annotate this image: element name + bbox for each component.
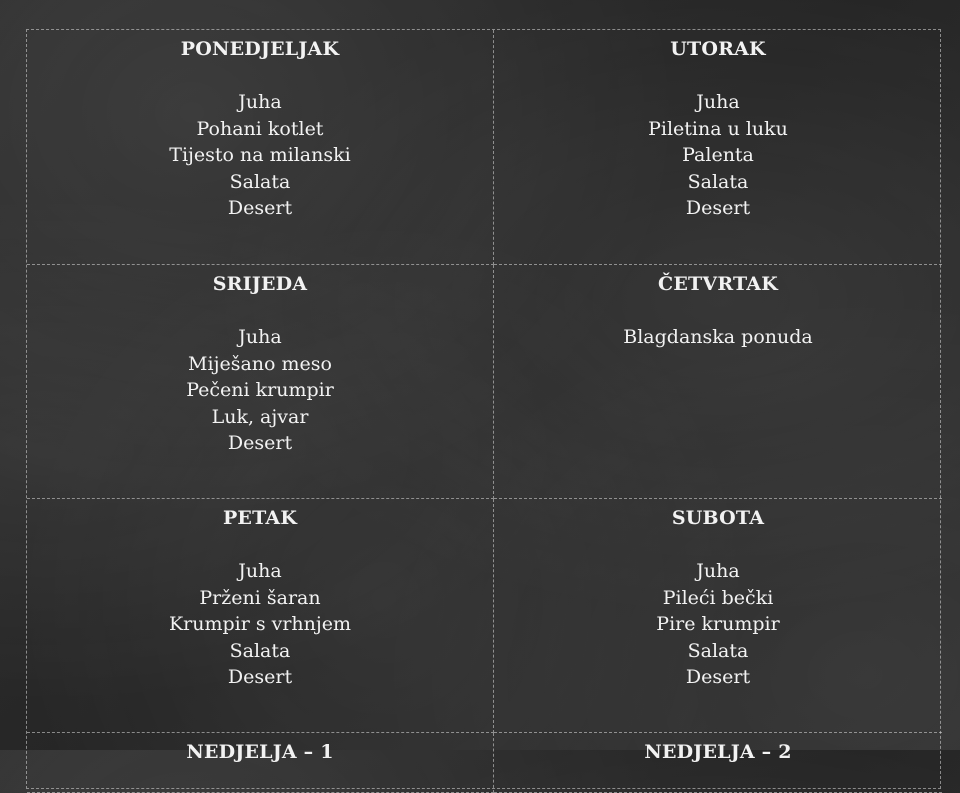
day-cell-wednesday bbox=[27, 265, 494, 499]
menu-item: Desert bbox=[685, 666, 751, 688]
menu-item: Miješano meso bbox=[188, 352, 332, 375]
menu-item: Pečeni krumpir bbox=[186, 379, 334, 401]
menu-item: Tijesto na milanski bbox=[169, 144, 351, 166]
day-title: PONEDJELJAK bbox=[180, 38, 340, 60]
weekly-menu-board bbox=[26, 29, 941, 789]
day-title: UTORAK bbox=[670, 38, 766, 60]
menu-items bbox=[494, 324, 942, 351]
day-title: SRIJEDA bbox=[212, 273, 308, 295]
menu-items bbox=[494, 89, 942, 222]
menu-item: Pire krumpir bbox=[656, 613, 780, 635]
day-title: SUBOTA bbox=[671, 507, 765, 529]
menu-item: Blagdanska ponuda bbox=[623, 326, 813, 348]
menu-item: Pohani kotlet bbox=[196, 117, 324, 140]
day-cell-tuesday bbox=[494, 30, 942, 265]
day-title: ČETVRTAK bbox=[658, 273, 778, 295]
menu-items bbox=[27, 324, 493, 457]
menu-item: Piletina u luku bbox=[648, 117, 788, 140]
menu-item: Krumpir s vrhnjem bbox=[168, 613, 352, 635]
day-cell-monday bbox=[27, 30, 494, 265]
menu-item: Salata bbox=[687, 170, 749, 193]
menu-item: Palenta bbox=[682, 144, 754, 166]
menu-item: Salata bbox=[229, 170, 291, 193]
day-title: NEDJELJA – 2 bbox=[644, 741, 792, 763]
day-cell-saturday bbox=[494, 499, 942, 733]
menu-item: Desert bbox=[227, 666, 293, 688]
menu-item: Desert bbox=[227, 432, 293, 454]
day-title: NEDJELJA – 1 bbox=[186, 741, 334, 763]
day-cell-friday bbox=[27, 499, 494, 733]
menu-item: Salata bbox=[229, 639, 291, 662]
menu-item: Desert bbox=[685, 197, 751, 219]
day-cell-sunday-1 bbox=[27, 733, 494, 793]
day-title: PETAK bbox=[222, 507, 298, 529]
menu-item: Prženi šaran bbox=[199, 586, 321, 609]
menu-item: Juha bbox=[696, 560, 740, 582]
menu-item: Pileći bečki bbox=[662, 586, 774, 609]
menu-items bbox=[27, 89, 493, 222]
menu-item: Juha bbox=[238, 560, 282, 582]
menu-item: Desert bbox=[227, 197, 293, 219]
menu-item: Juha bbox=[238, 91, 282, 113]
menu-item: Juha bbox=[696, 91, 740, 113]
menu-item: Salata bbox=[687, 639, 749, 662]
menu-item: Luk, ajvar bbox=[211, 405, 309, 428]
day-cell-sunday-2 bbox=[494, 733, 942, 793]
menu-item: Juha bbox=[238, 326, 282, 348]
menu-items bbox=[27, 558, 493, 691]
day-cell-thursday bbox=[494, 265, 942, 499]
menu-items bbox=[494, 558, 942, 691]
